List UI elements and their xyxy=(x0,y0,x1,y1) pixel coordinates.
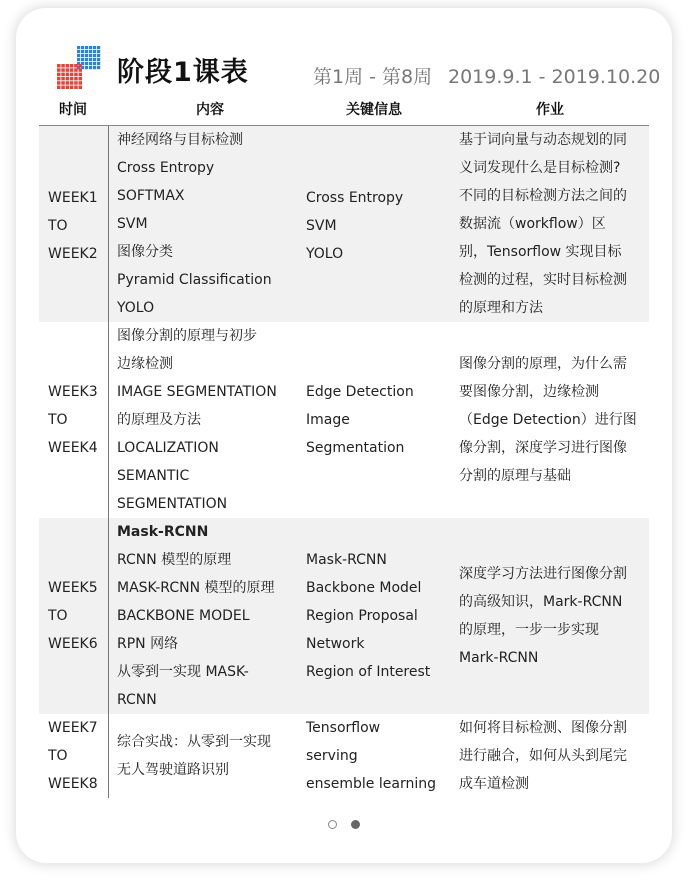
cell-line: 数据流（workflow）区 xyxy=(459,216,606,232)
cell-line: WEEK3 xyxy=(48,384,98,400)
cell-line: serving xyxy=(306,748,358,764)
cell-line: 进行融合，如何从头到尾完 xyxy=(459,748,627,764)
cell-line: 的原理，一步一步实现 xyxy=(459,622,599,638)
cell-content xyxy=(117,728,303,784)
cell-line: TO xyxy=(48,748,68,764)
cell-line: Image xyxy=(306,412,350,428)
cell-line: Segmentation xyxy=(306,440,405,456)
table-row xyxy=(39,322,649,518)
grid-squares-logo-icon xyxy=(57,46,101,90)
cell-line: Edge Detection xyxy=(306,384,414,400)
cell-line: 的高级知识，Mark-RCNN xyxy=(459,594,623,610)
cell-line: Mark-RCNN xyxy=(459,650,539,666)
table-row xyxy=(39,714,649,798)
week-range: 第1周 - 第8周 xyxy=(313,66,433,88)
cell-line: 图像分割的原理与初步 xyxy=(117,328,257,344)
cell-line: Cross Entropy xyxy=(117,160,215,176)
cell-line: 神经网络与目标检测 xyxy=(117,132,243,148)
cell-line: 义词发现什么是目标检测? xyxy=(459,160,621,176)
page-title: 阶段1课表 xyxy=(117,57,249,88)
cell-line: 的原理及方法 xyxy=(117,412,201,428)
cell-line: MASK-RCNN 模型的原理 xyxy=(117,580,275,596)
cell-line: WEEK8 xyxy=(48,776,98,792)
cell-line: （Edge Detection）进行图 xyxy=(459,412,637,428)
cell-line: 成车道检测 xyxy=(459,776,529,792)
column-header-key-info: 关键信息 xyxy=(346,102,402,118)
cell-line: YOLO xyxy=(117,300,155,316)
column-header-homework: 作业 xyxy=(536,102,564,118)
cell-line: YOLO xyxy=(306,246,344,262)
cell-line: TO xyxy=(48,608,68,624)
cell-line: 边缘检测 xyxy=(117,356,173,372)
cell-line: WEEK6 xyxy=(48,636,98,652)
cell-line: 从零到一实现 MASK- xyxy=(117,664,249,680)
cell-line: Network xyxy=(306,636,365,652)
cell-key-info xyxy=(306,184,451,268)
time-column-divider xyxy=(108,126,109,798)
cell-line: WEEK7 xyxy=(48,720,98,736)
pagination-dot-1[interactable] xyxy=(328,820,337,829)
cell-homework xyxy=(459,350,647,490)
cell-line: 无人驾驶道路识别 xyxy=(117,762,229,778)
cell-line: 图像分类 xyxy=(117,244,173,260)
cell-line: ensemble learning xyxy=(306,776,436,792)
cell-line: 别，Tensorflow 实现目标 xyxy=(459,244,622,260)
cell-line: TO xyxy=(48,218,68,234)
cell-line: SEGMENTATION xyxy=(117,496,228,512)
cell-line: 深度学习方法进行图像分割 xyxy=(459,566,627,582)
cell-line: SVM xyxy=(117,216,148,232)
cell-line: 综合实战：从零到一实现 xyxy=(117,734,271,750)
cell-time xyxy=(48,714,108,798)
cell-line: SEMANTIC xyxy=(117,468,190,484)
cell-line: WEEK5 xyxy=(48,580,98,596)
cell-key-info xyxy=(306,714,451,798)
cell-homework xyxy=(459,714,647,798)
cell-line: RPN 网络 xyxy=(117,636,179,652)
cell-line: LOCALIZATION xyxy=(117,440,219,456)
pagination-dot-2[interactable] xyxy=(351,820,360,829)
cell-line: RCNN 模型的原理 xyxy=(117,552,232,568)
cell-line: 像分割，深度学习进行图像 xyxy=(459,440,627,456)
cell-line: SOFTMAX xyxy=(117,188,185,204)
cell-line: Mask-RCNN xyxy=(117,524,209,540)
cell-homework xyxy=(459,126,647,322)
cell-line: 基于词向量与动态规划的同 xyxy=(459,132,627,148)
cell-line: 分割的原理与基础 xyxy=(459,468,571,484)
cell-line: WEEK2 xyxy=(48,246,98,262)
table-row xyxy=(39,126,649,322)
cell-line: WEEK4 xyxy=(48,440,98,456)
cell-line: SVM xyxy=(306,218,337,234)
cell-line: WEEK1 xyxy=(48,190,98,206)
cell-line: 检测的过程，实时目标检测 xyxy=(459,272,627,288)
cell-time xyxy=(48,184,108,268)
cell-homework xyxy=(459,560,647,672)
cell-line: 不同的目标检测方法之间的 xyxy=(459,188,627,204)
cell-line: IMAGE SEGMENTATION xyxy=(117,384,277,400)
column-header-time: 时间 xyxy=(59,102,87,118)
table-row xyxy=(39,518,649,714)
cell-line: Region Proposal xyxy=(306,608,418,624)
cell-key-info xyxy=(306,378,451,462)
cell-line: Pyramid Classification xyxy=(117,272,272,288)
cell-line: Mask-RCNN xyxy=(306,552,387,568)
cell-line: Cross Entropy xyxy=(306,190,404,206)
cell-time xyxy=(48,574,108,658)
cell-line: Tensorflow xyxy=(306,720,381,736)
cell-line: 如何将目标检测、图像分割 xyxy=(459,720,627,736)
cell-key-info xyxy=(306,546,451,686)
cell-content xyxy=(117,322,303,518)
cell-time xyxy=(48,378,108,462)
cell-line: 要图像分割，边缘检测 xyxy=(459,384,599,400)
cell-content xyxy=(117,518,303,714)
cell-line: RCNN xyxy=(117,692,157,708)
date-range: 2019.9.1 - 2019.10.20 xyxy=(448,66,661,88)
cell-line: Backbone Model xyxy=(306,580,422,596)
cell-line: Region of Interest xyxy=(306,664,431,680)
cell-line: 的原理和方法 xyxy=(459,300,543,316)
column-header-content: 内容 xyxy=(196,102,224,118)
cell-content xyxy=(117,126,303,322)
cell-line: TO xyxy=(48,412,68,428)
cell-line: BACKBONE MODEL xyxy=(117,608,250,624)
cell-line: 图像分割的原理，为什么需 xyxy=(459,356,627,372)
